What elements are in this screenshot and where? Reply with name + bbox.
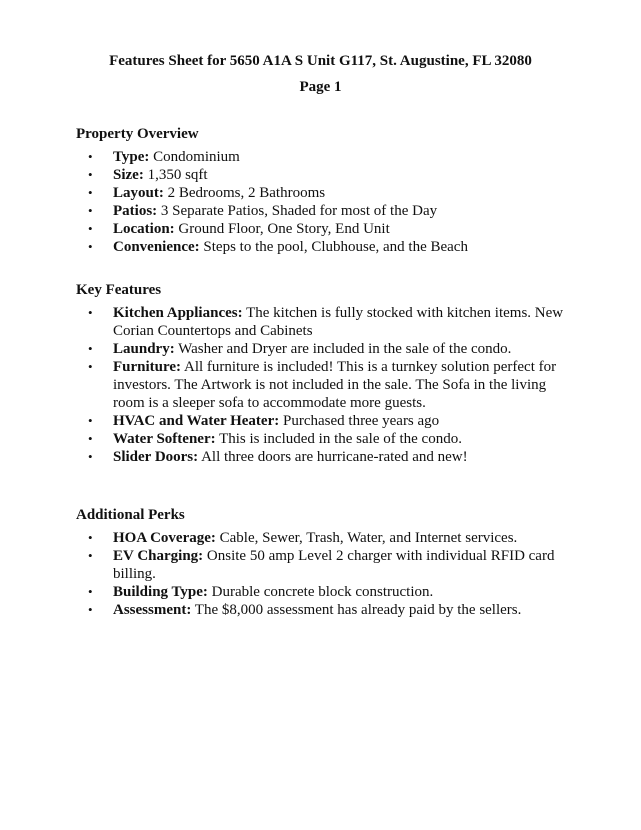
bullet-icon: • — [88, 203, 93, 218]
item-text: Ground Floor, One Story, End Unit — [174, 221, 390, 237]
bullet-icon: • — [88, 149, 93, 164]
list-item — [76, 304, 566, 340]
bullet-list — [76, 148, 566, 256]
list-item — [76, 358, 566, 412]
bullet-icon: • — [88, 185, 93, 200]
item-label: Furniture: — [113, 359, 182, 375]
list-item — [76, 202, 566, 220]
item-text: 2 Bedrooms, 2 Bathrooms — [163, 185, 326, 201]
list-item — [76, 166, 566, 184]
item-label: Location: — [113, 221, 175, 237]
bullet-icon: • — [88, 359, 93, 374]
item-text: 3 Separate Patios, Shaded for most of the Day — [157, 203, 438, 219]
item-text: Cable, Sewer, Trash, Water, and Internet services. — [215, 530, 518, 546]
item-text: Onsite 50 amp Level 2 charger with individual RFID card billing. — [113, 548, 555, 582]
bullet-list — [76, 304, 566, 466]
document-title: Features Sheet for 5650 A1A S Unit G117, St. Augustine, FL 32080 — [109, 53, 532, 69]
bullet-icon: • — [88, 431, 93, 446]
page-number: Page 1 — [299, 79, 342, 95]
section-additional-perks — [76, 506, 566, 619]
item-label: Laundry: — [113, 341, 175, 357]
item-text: Purchased three years ago — [279, 413, 440, 429]
bullet-icon: • — [88, 584, 93, 599]
list-item — [76, 547, 566, 583]
list-item — [76, 412, 566, 430]
item-text: The kitchen is fully stocked with kitchen items. New Corian Countertops and Cabinets — [113, 305, 564, 339]
item-label: Convenience: — [113, 239, 200, 255]
list-item — [76, 529, 566, 547]
section-heading: Property Overview — [76, 126, 199, 142]
list-item — [76, 238, 566, 256]
list-item — [76, 583, 566, 601]
list-item — [76, 430, 566, 448]
item-label: HOA Coverage: — [113, 530, 216, 546]
bullet-icon: • — [88, 449, 93, 464]
item-label: Assessment: — [113, 602, 192, 618]
item-label: Type: — [113, 149, 150, 165]
list-item — [76, 601, 566, 619]
bullet-icon: • — [88, 413, 93, 428]
bullet-icon: • — [88, 239, 93, 254]
document-header — [0, 52, 641, 96]
list-item — [76, 220, 566, 238]
item-label: Kitchen Appliances: — [113, 305, 243, 321]
bullet-icon: • — [88, 530, 93, 545]
item-text: Durable concrete block construction. — [207, 584, 434, 600]
item-label: Building Type: — [113, 584, 208, 600]
list-item — [76, 340, 566, 358]
item-text: The $8,000 assessment has already paid by the sellers. — [191, 602, 522, 618]
bullet-icon: • — [88, 602, 93, 617]
item-text: 1,350 sqft — [143, 167, 208, 183]
item-text: Condominium — [149, 149, 240, 165]
bullet-icon: • — [88, 341, 93, 356]
item-label: Slider Doors: — [113, 449, 199, 465]
item-text: All three doors are hurricane-rated and new! — [198, 449, 468, 465]
item-label: HVAC and Water Heater: — [113, 413, 280, 429]
list-item — [76, 448, 566, 466]
list-item — [76, 184, 566, 202]
item-label: Water Softener: — [113, 431, 216, 447]
bullet-icon: • — [88, 167, 93, 182]
section-key-features — [76, 281, 566, 466]
section-property-overview — [76, 125, 566, 256]
section-heading: Key Features — [76, 282, 162, 298]
item-text: This is included in the sale of the condo. — [215, 431, 462, 447]
bullet-list — [76, 529, 566, 619]
item-text: Steps to the pool, Clubhouse, and the Beach — [199, 239, 468, 255]
section-heading: Additional Perks — [76, 507, 185, 523]
bullet-icon: • — [88, 548, 93, 563]
bullet-icon: • — [88, 221, 93, 236]
bullet-icon: • — [88, 305, 93, 320]
item-label: Patios: — [113, 203, 158, 219]
list-item — [76, 148, 566, 166]
item-text: All furniture is included! This is a turnkey solution perfect for investors. The Artwork is not included in the sale. The Sofa in the living room is a sleeper sofa to accommodate more guests. — [113, 359, 557, 411]
item-label: EV Charging: — [113, 548, 204, 564]
item-label: Layout: — [113, 185, 164, 201]
item-text: Washer and Dryer are included in the sale of the condo. — [174, 341, 512, 357]
item-label: Size: — [113, 167, 144, 183]
